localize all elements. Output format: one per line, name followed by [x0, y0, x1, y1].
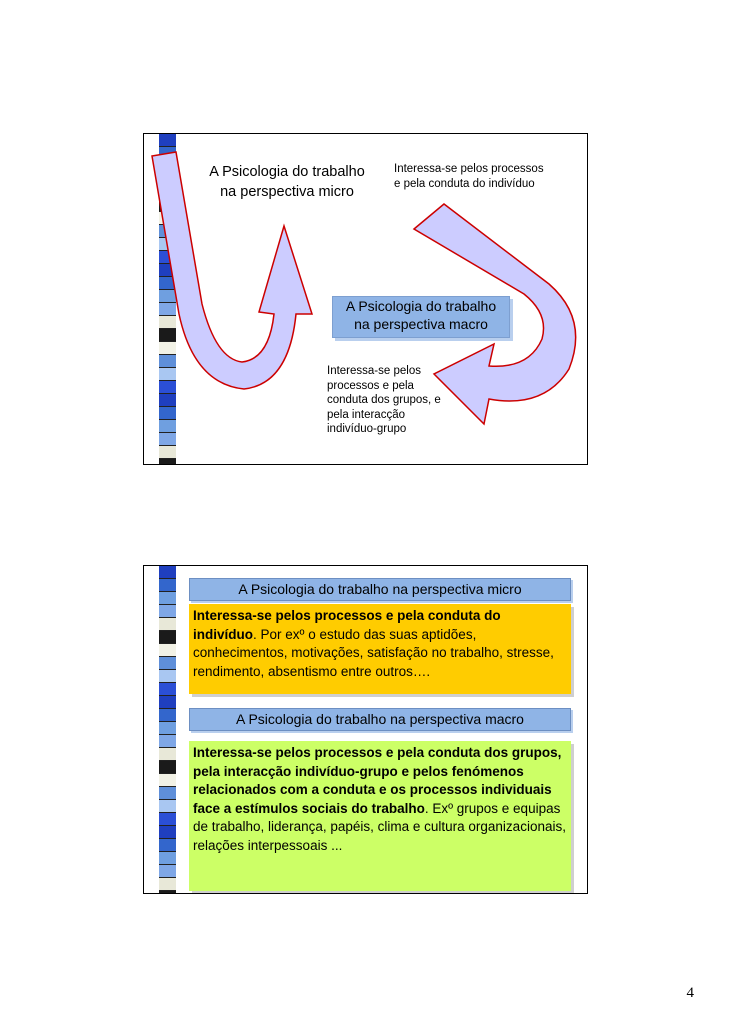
slide-1: [143, 133, 588, 465]
macro-panel: [189, 741, 571, 891]
micro-panel-bold: Interessa-se pelos processos e pela conduta do indivíduo: [193, 608, 501, 642]
stripe-block: [159, 657, 176, 670]
stripe-block: [159, 787, 176, 800]
micro-box-line-2: na perspectiva micro: [220, 184, 354, 200]
macro-panel-text: . Exº grupos e equipas de trabalho, liderança, papéis, clima e cultura organizacionais, relações interpessoais ...: [193, 800, 566, 853]
micro-perspective-box: [197, 154, 377, 210]
micro-description: [394, 162, 544, 191]
macro-desc-line-2: processos e pela: [327, 379, 414, 392]
macro-desc-line-1: Interessa-se pelos: [327, 365, 421, 377]
macro-perspective-box: [332, 296, 510, 338]
stripe-block: [159, 761, 176, 774]
macro-title-bar: A Psicologia do trabalho na perspectiva macro: [189, 708, 571, 731]
slide-2: [143, 565, 588, 894]
stripe-block: [159, 878, 176, 891]
stripe-block: [159, 813, 176, 826]
stripe-block: [159, 631, 176, 644]
stripe-block: [159, 605, 176, 618]
macro-description: [327, 364, 441, 437]
stripe-block: [159, 709, 176, 722]
stripe-block: [159, 800, 176, 813]
stripe-block: [159, 865, 176, 878]
micro-desc-line-2: e pela conduta do indivíduo: [394, 177, 535, 190]
stripe-block: [159, 852, 176, 865]
macro-desc-line-4: pela interacção: [327, 408, 405, 421]
decorative-stripe: [159, 566, 176, 893]
macro-panel-bold: Interessa-se pelos processos e pela conduta dos grupos, pela interacção indivíduo-grupo e pelos fenómenos relacionados com a conduta e os processos individuais face a estímulos sociais do trabalho: [193, 745, 562, 816]
micro-panel-text: . Por exº o estudo das suas aptidões, conhecimentos, motivações, satisfação no trabalho, stresse, rendimento, absentismo entre outros….: [193, 626, 554, 679]
stripe-block: [159, 683, 176, 696]
stripe-block: [159, 592, 176, 605]
stripe-block: [159, 891, 176, 894]
stripe-block: [159, 566, 176, 579]
macro-box-line-1: A Psicologia do trabalho: [345, 298, 497, 314]
stripe-block: [159, 644, 176, 657]
macro-desc-line-5: indivíduo-grupo: [327, 423, 407, 435]
micro-box-line-1: A Psicologia do trabalho: [209, 164, 365, 180]
stripe-block: [159, 748, 176, 761]
micro-panel: [189, 604, 571, 694]
stripe-block: [159, 839, 176, 852]
micro-desc-line-1: Interessa-se pelos processos: [394, 163, 544, 175]
stripe-block: [159, 826, 176, 839]
stripe-block: [159, 735, 176, 748]
stripe-block: [159, 722, 176, 735]
macro-desc-line-3: conduta dos grupos, e: [327, 394, 441, 406]
stripe-block: [159, 618, 176, 631]
stripe-block: [159, 774, 176, 787]
stripe-block: [159, 696, 176, 709]
page-number: 4: [686, 985, 694, 1001]
micro-title-bar: A Psicologia do trabalho na perspectiva micro: [189, 578, 571, 601]
stripe-block: [159, 670, 176, 683]
stripe-block: [159, 579, 176, 592]
macro-box-line-2: na perspectiva macro: [354, 316, 488, 332]
